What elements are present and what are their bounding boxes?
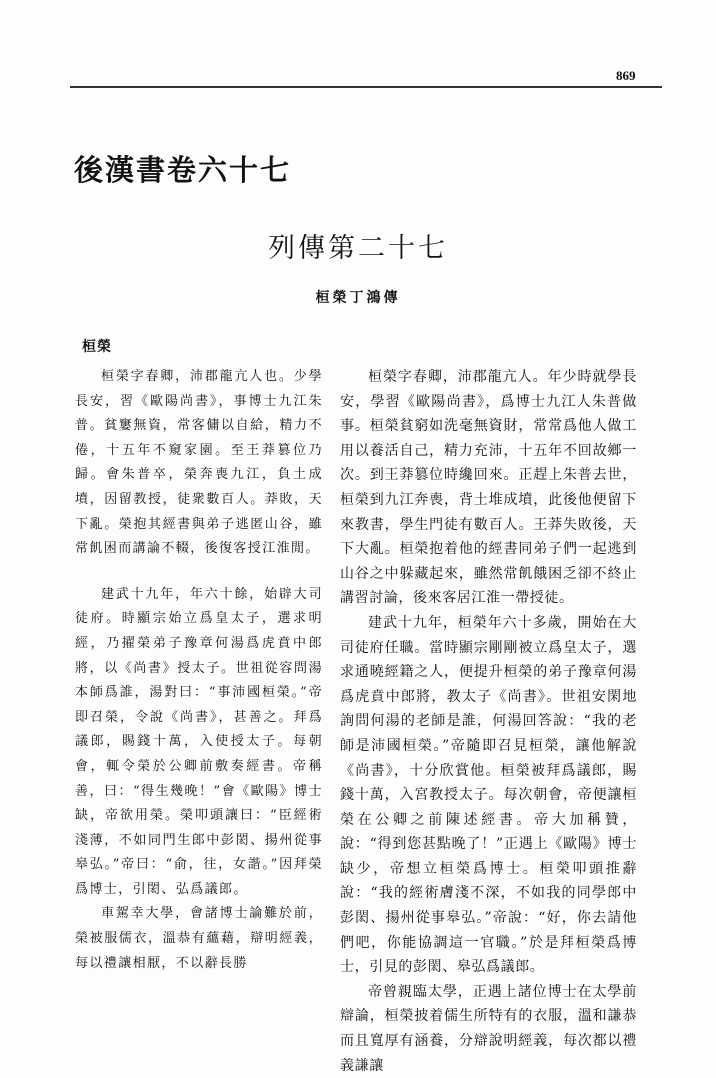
original-text-column (75, 365, 323, 976)
translation-paragraph-3: 帝曾親臨太學，正遇上諸位博士在太學前辯論，桓榮披着儒生所特有的衣服，溫和謙恭而且寬厚有涵養，分辯說明經義，每次都以禮義謙讓 (340, 983, 637, 1074)
original-paragraph-2: 建武十九年，年六十餘，始辟大司徒府。時顯宗始立爲皇太子，選求明經，乃擢榮弟子豫章何湯爲虎賁中郎將，以《尚書》授太子。世祖從容問湯本師爲誰，湯對曰：“事沛國桓榮。”帝即召榮，令說《尚書》，甚善之。拜爲議郎，賜錢十萬，入使授太子。每朝會，輒令榮於公卿前敷奏經書。帝稱善，曰：“得生幾晚！”會《歐陽》博士缺，帝欲用榮。榮叩頭讓曰：“臣經術淺薄，不如同門生郎中彭閎、揚州從事皋弘。”帝曰：“俞，往，女諧。”因拜榮爲博士，引閎、弘爲議郎。 (75, 586, 323, 897)
original-paragraph-3: 車駕幸大學，會諸博士論難於前，榮被服儒衣，溫恭有蘊藉，辯明經義，每以禮讓相厭，不以辭長勝 (75, 906, 323, 971)
page-number: 869 (616, 68, 636, 83)
header-rule (70, 86, 662, 88)
translation-paragraph-1: 桓榮字春卿，沛郡龍亢人。年少時就學長安，學習《歐陽尚書》，爲博士九江人朱普做事。桓榮貧窮如洗毫無資財，常常爲他人做工用以養活自己，精力充沛，十五年不回故鄉一次。到王莽篡位時纔回來。正趕上朱普去世，桓榮到九江奔喪，背土堆成墳，此後他便留下來教書，學生門徒有數百人。王莽失敗後，天下大亂。桓榮抱着他的經書同弟子們一起逃到山谷之中躲藏起來，雖然常飢餓困乏卻不終止講習討論，後來客居江淮一帶授徒。 (340, 369, 637, 607)
translation-paragraph-2: 建武十九年，桓榮年六十多歲，開始在大司徒府任職。當時顯宗剛剛被立爲皇太子，選求通曉經籍之人，便提升桓榮的弟子豫章何湯爲虎賁中郎將，教太子《尚書》。世祖安閑地詢問何湯的老師是誰，何湯回答說：“我的老師是沛國桓榮。”帝隨即召見桓榮，讓他解說《尚書》，十分欣賞他。桓榮被拜爲議郎，賜錢十萬，入宮教授太子。每次朝會，帝便讓桓榮在公卿之前陳述經書。帝大加稱贊，說：“得到您甚點晚了！”正遇上《歐陽》博士缺少，帝想立桓榮爲博士。桓榮叩頭推辭說：“我的經術膚淺不深，不如我的同學郎中彭閎、揚州從事皋弘。”帝說：“好，你去請他們吧，你能協調這一官職。”於是拜桓榮爲博士，引見的彭閎、皋弘爲議郎。 (340, 614, 637, 976)
section-heading: 桓榮 (82, 339, 112, 355)
translation-text-column (340, 365, 637, 1078)
chapter-title: 列傳第二十七 (268, 233, 448, 264)
chapter-subtitle: 桓榮丁鴻傳 (315, 290, 401, 306)
original-paragraph-1: 桓榮字春卿，沛郡龍亢人也。少學長安，習《歐陽尚書》，事博士九江朱普。貧窶無資，常客傭以自給，精力不倦，十五年不窺家園。至王莽篡位乃歸。會朱普卒，榮奔喪九江，負土成墳，因留教授，徒衆數百人。莽敗，天下亂。榮抱其經書與弟子逃匿山谷，雖常飢困而講論不輟，後復客授江淮閒。 (75, 369, 323, 557)
book-title: 後漢書卷六十七 (74, 153, 292, 187)
